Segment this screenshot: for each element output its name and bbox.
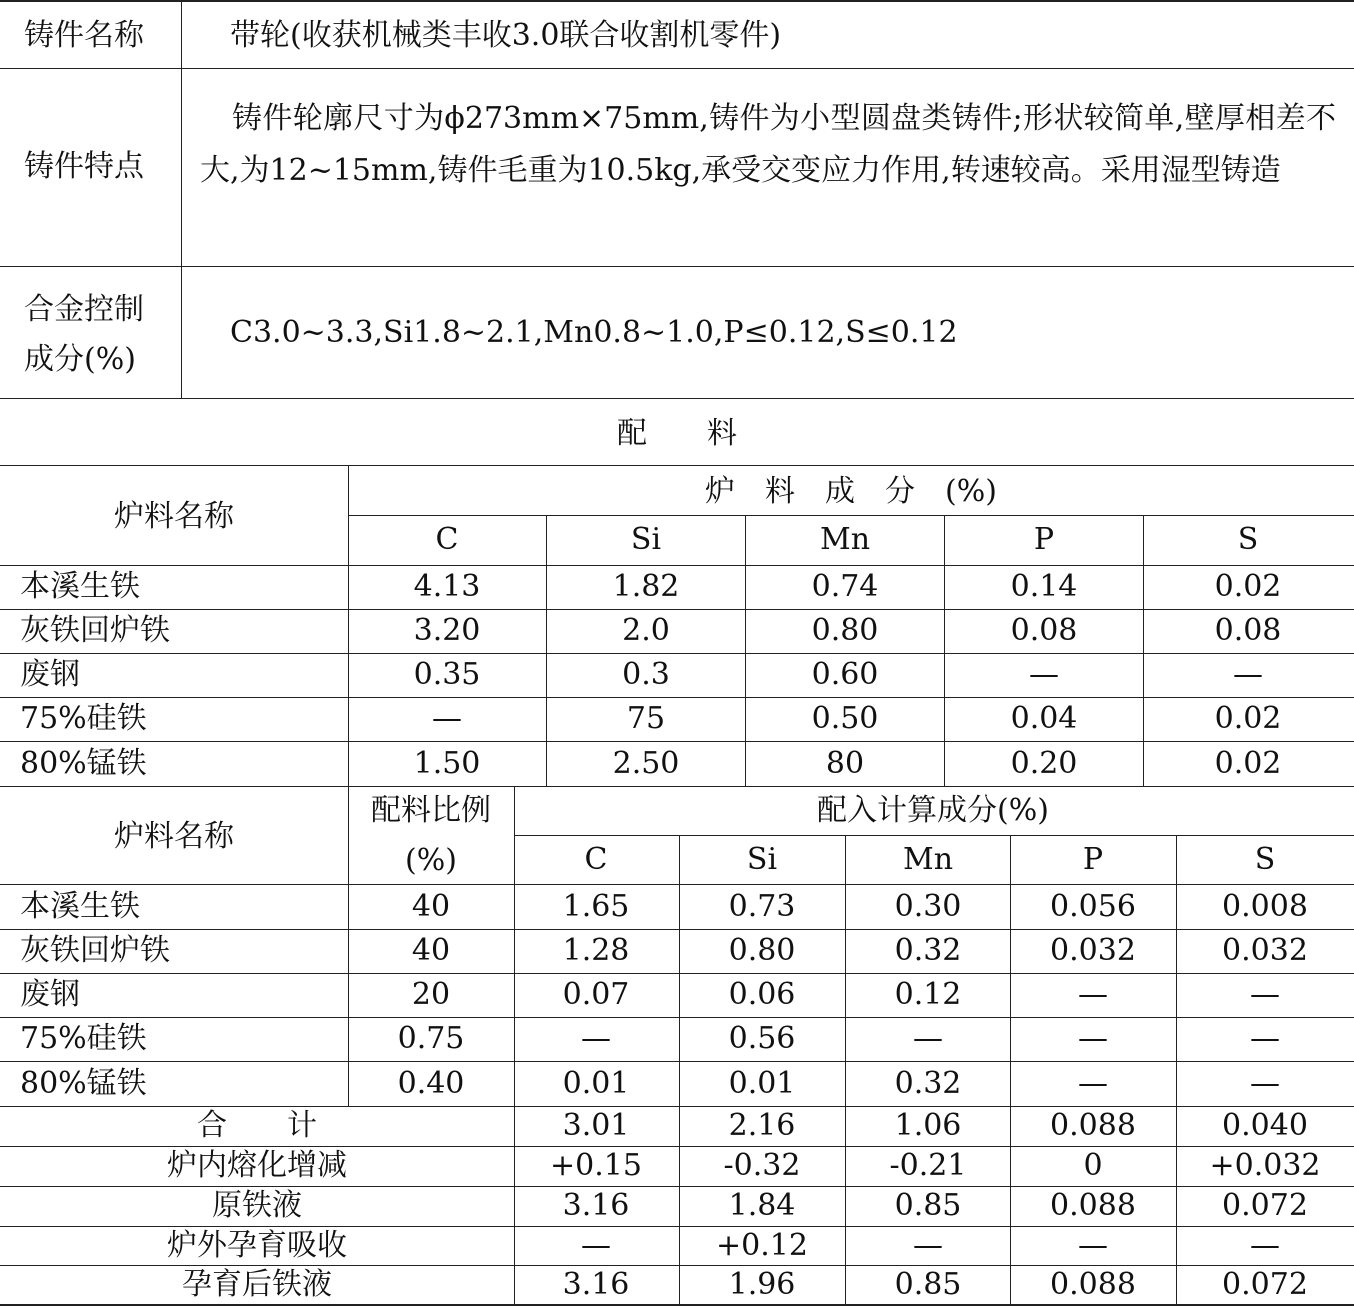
calc-composition-header: 配入计算成分(%) <box>817 793 1049 828</box>
table-cell: 1.50 <box>413 746 481 781</box>
table-cell: 0.032 <box>1050 933 1136 968</box>
section-title: 配 料 <box>617 416 737 451</box>
table-cell: 0.3 <box>622 657 670 692</box>
ratio-header-line-1: 配料比例 <box>371 793 491 828</box>
ratio-cell: 0.75 <box>397 1021 465 1056</box>
column-header-si: Si <box>630 522 662 557</box>
table-cell: 0.072 <box>1222 1188 1308 1223</box>
column-header-p: P <box>1082 842 1104 877</box>
table-cell: 2.50 <box>612 746 680 781</box>
divider <box>0 653 1354 654</box>
alloy-label-line-1: 合金控制 <box>24 292 144 327</box>
charge-row-name: 75%硅铁 <box>20 701 147 736</box>
divider <box>845 835 846 1304</box>
table-cell: 3.16 <box>562 1267 630 1302</box>
divider <box>0 398 1354 399</box>
divider <box>546 515 547 786</box>
table-cell: — <box>1078 1066 1108 1101</box>
table-cell: 0.008 <box>1222 889 1308 924</box>
table-cell: 0.35 <box>413 657 481 692</box>
column-header-c: C <box>435 522 459 557</box>
ratio-cell: 20 <box>411 977 451 1012</box>
table-cell: 3.16 <box>562 1188 630 1223</box>
table-cell: 0.80 <box>728 933 796 968</box>
divider <box>0 266 1354 267</box>
divider <box>348 465 349 786</box>
table-cell: 0.072 <box>1222 1267 1308 1302</box>
table-cell: — <box>1250 1066 1280 1101</box>
calc-row-name: 灰铁回炉铁 <box>20 933 170 968</box>
table-cell: 0.56 <box>728 1021 796 1056</box>
divider <box>348 786 349 1106</box>
table-cell: 0.30 <box>894 889 962 924</box>
casting-features-value: 铸件轮廓尺寸为ϕ273mm×75mm,铸件为小型圆盘类铸件;形状较简单,壁厚相差不大,为12~15mm,铸件毛重为10.5kg,承受交变应力作用,转速较高。采用湿型铸造 <box>200 101 1336 188</box>
table-cell: — <box>1029 657 1059 692</box>
summary-row-label: 合 计 <box>197 1108 317 1143</box>
table-cell: 0.74 <box>811 569 879 604</box>
summary-row-label: 炉内熔化增减 <box>167 1148 347 1183</box>
column-header-c: C <box>584 842 608 877</box>
table-cell: 0.08 <box>1214 613 1282 648</box>
divider <box>0 1017 1354 1018</box>
table-cell: — <box>1250 977 1280 1012</box>
table-cell: 4.13 <box>413 569 481 604</box>
table-cell: 1.06 <box>894 1108 962 1143</box>
table-cell: 0.04 <box>1010 701 1078 736</box>
table-cell: — <box>1250 1021 1280 1056</box>
table-cell: 1.84 <box>728 1188 796 1223</box>
table-cell: 0.088 <box>1050 1267 1136 1302</box>
divider <box>348 515 1354 516</box>
table-cell: — <box>1233 657 1263 692</box>
column-header-s: S <box>1254 842 1276 877</box>
table-cell: — <box>432 701 462 736</box>
table-cell: 0.08 <box>1010 613 1078 648</box>
casting-name-value: 带轮(收获机械类丰收3.0联合收割机零件) <box>230 18 782 53</box>
table-cell: 0.07 <box>562 977 630 1012</box>
charge-name-header: 炉料名称 <box>114 499 234 534</box>
table-cell: 1.82 <box>612 569 680 604</box>
casting-features-label: 铸件特点 <box>24 149 144 184</box>
table-cell: 0.01 <box>728 1066 796 1101</box>
table-cell: -0.21 <box>889 1148 967 1183</box>
table-cell: 3.20 <box>413 613 481 648</box>
table-cell: 0.60 <box>811 657 879 692</box>
divider <box>0 786 1354 787</box>
table-cell: 0.088 <box>1050 1188 1136 1223</box>
table-cell: -0.32 <box>723 1148 801 1183</box>
summary-row-label: 炉外孕育吸收 <box>167 1228 347 1263</box>
table-cell: 0.85 <box>894 1267 962 1302</box>
divider <box>0 884 1354 885</box>
alloy-label-line-2: 成分(%) <box>24 342 136 377</box>
table-cell: 0.50 <box>811 701 879 736</box>
charge-row-name: 80%锰铁 <box>20 746 147 781</box>
column-header-mn: Mn <box>819 522 871 557</box>
divider <box>0 465 1354 466</box>
casting-name-label: 铸件名称 <box>24 18 144 53</box>
table-cell: 0.02 <box>1214 701 1282 736</box>
divider <box>514 835 1354 836</box>
alloy-control-value: C3.0~3.3,Si1.8~2.1,Mn0.8~1.0,P≤0.12,S≤0.12 <box>230 315 958 350</box>
column-header-si: Si <box>746 842 778 877</box>
divider <box>0 609 1354 610</box>
charge-row-name: 灰铁回炉铁 <box>20 613 170 648</box>
table-cell: — <box>1078 1021 1108 1056</box>
calc-row-name: 80%锰铁 <box>20 1066 147 1101</box>
charge-row-name: 本溪生铁 <box>20 569 140 604</box>
table-cell: 1.96 <box>728 1267 796 1302</box>
table-cell: +0.15 <box>550 1148 642 1183</box>
table-cell: — <box>581 1228 611 1263</box>
table-cell: 0.73 <box>728 889 796 924</box>
table-cell: 0 <box>1083 1148 1103 1183</box>
table-cell: 0.20 <box>1010 746 1078 781</box>
table-cell: — <box>581 1021 611 1056</box>
divider <box>1176 835 1177 1304</box>
table-cell: 1.65 <box>562 889 630 924</box>
table-cell: 0.80 <box>811 613 879 648</box>
table-cell: 75 <box>626 701 666 736</box>
column-header-p: P <box>1033 522 1055 557</box>
divider <box>0 565 1354 566</box>
table-cell: — <box>1078 977 1108 1012</box>
table-cell: 0.056 <box>1050 889 1136 924</box>
table-cell: 0.32 <box>894 933 962 968</box>
divider <box>0 929 1354 930</box>
table-cell: 1.28 <box>562 933 630 968</box>
table-cell: +0.12 <box>716 1228 808 1263</box>
table-cell: 0.14 <box>1010 569 1078 604</box>
divider <box>181 0 182 398</box>
table-cell: 0.040 <box>1222 1108 1308 1143</box>
calc-name-header: 炉料名称 <box>114 819 234 854</box>
table-cell: 0.32 <box>894 1066 962 1101</box>
table-cell: 0.85 <box>894 1188 962 1223</box>
ratio-cell: 40 <box>411 889 451 924</box>
divider <box>944 515 945 786</box>
ratio-cell: 0.40 <box>397 1066 465 1101</box>
table-cell: — <box>913 1228 943 1263</box>
table-cell: — <box>1078 1228 1108 1263</box>
table-cell: 0.02 <box>1214 746 1282 781</box>
table-cell: 0.032 <box>1222 933 1308 968</box>
divider <box>0 68 1354 69</box>
table-cell: 0.01 <box>562 1066 630 1101</box>
table-cell: 2.16 <box>728 1108 796 1143</box>
calc-row-name: 本溪生铁 <box>20 889 140 924</box>
summary-row-label: 原铁液 <box>212 1188 302 1223</box>
top-rule <box>0 0 1354 2</box>
divider <box>1010 835 1011 1304</box>
table-cell: +0.032 <box>1209 1148 1321 1183</box>
table-cell: — <box>1250 1228 1280 1263</box>
divider <box>0 973 1354 974</box>
divider <box>1143 515 1144 786</box>
divider <box>745 515 746 786</box>
table-cell: 0.06 <box>728 977 796 1012</box>
divider <box>514 786 515 1304</box>
table-cell: — <box>913 1021 943 1056</box>
ratio-header-line-2: (%) <box>405 843 457 878</box>
summary-row-label: 孕育后铁液 <box>182 1267 332 1302</box>
charge-composition-header: 炉 料 成 分 (%) <box>705 474 997 509</box>
column-header-s: S <box>1237 522 1259 557</box>
column-header-mn: Mn <box>902 842 954 877</box>
table-cell: 3.01 <box>562 1108 630 1143</box>
divider <box>0 741 1354 742</box>
table-cell: 0.12 <box>894 977 962 1012</box>
table-cell: 2.0 <box>622 613 670 648</box>
table-cell: 0.02 <box>1214 569 1282 604</box>
calc-row-name: 75%硅铁 <box>20 1021 147 1056</box>
divider <box>0 1186 1354 1187</box>
ratio-cell: 40 <box>411 933 451 968</box>
charge-row-name: 废钢 <box>20 657 80 692</box>
table-cell: 80 <box>825 746 865 781</box>
calc-row-name: 废钢 <box>20 977 80 1012</box>
divider <box>0 697 1354 698</box>
table-cell: 0.088 <box>1050 1108 1136 1143</box>
divider <box>0 1061 1354 1062</box>
divider <box>679 835 680 1304</box>
